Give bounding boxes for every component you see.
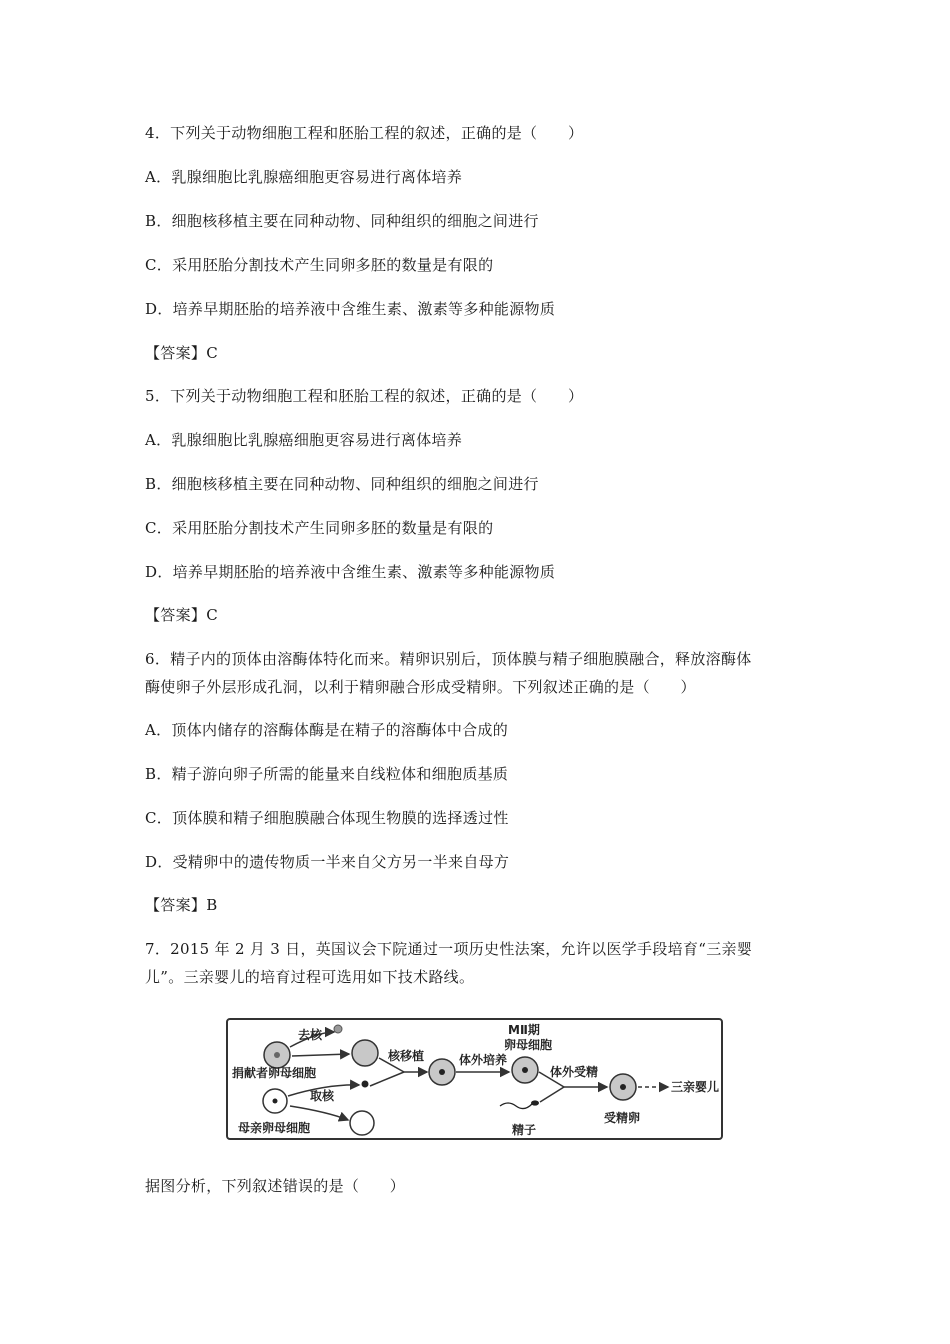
q5-option-d: D．培养早期胚胎的培养液中含维生素、激素等多种能源物质 <box>145 563 556 581</box>
label-oocyte: 卵母细胞 <box>504 1038 553 1052</box>
three-parent-baby-diagram <box>226 1018 723 1140</box>
q5-option-c: C．采用胚胎分割技术产生同卵多胚的数量是有限的 <box>145 519 494 537</box>
q4-option-a: A．乳腺细胞比乳腺癌细胞更容易进行离体培养 <box>145 168 463 186</box>
sperm-shape <box>500 1103 532 1109</box>
label-take-nucleus: 取核 <box>310 1089 335 1103</box>
q6-answer: 【答案】B <box>145 896 218 914</box>
q4-option-b: B．细胞核移植主要在同种动物、同种组织的细胞之间进行 <box>145 212 539 230</box>
label-nuclear-transfer: 核移植 <box>388 1049 425 1063</box>
label-remove-nucleus: 去核 <box>298 1028 323 1042</box>
enucleated-oocyte <box>352 1040 378 1066</box>
label-mother-oocyte: 母亲卵母细胞 <box>238 1121 311 1135</box>
q5-option-a: A．乳腺细胞比乳腺癌细胞更容易进行离体培养 <box>145 431 463 449</box>
q6-option-a: A．顶体内储存的溶酶体酶是在精子的溶酶体中合成的 <box>145 721 509 739</box>
q4-stem: 4．下列关于动物细胞工程和胚胎工程的叙述，正确的是（ ） <box>145 124 584 142</box>
label-three-parent-baby: 三亲婴儿 <box>671 1080 720 1094</box>
q7-stem-line2: 儿”。三亲婴儿的培育过程可选用如下技术路线。 <box>145 968 475 986</box>
q4-answer: 【答案】C <box>145 344 218 362</box>
q5-option-b: B．细胞核移植主要在同种动物、同种组织的细胞之间进行 <box>145 475 539 493</box>
taken-nucleus <box>362 1081 369 1088</box>
label-zygote: 受精卵 <box>604 1111 641 1125</box>
mother-cell-remainder <box>350 1111 374 1135</box>
q5-stem: 5．下列关于动物细胞工程和胚胎工程的叙述，正确的是（ ） <box>145 387 584 405</box>
removed-nucleus <box>334 1025 342 1033</box>
mother-nucleus <box>273 1099 278 1104</box>
label-mii-stage: MⅡ期 <box>508 1023 540 1037</box>
q7-stem-line1: 7．2015 年 2 月 3 日，英国议会下院通过一项历史性法案，允许以医学手段培育“三亲婴 <box>145 940 753 958</box>
label-in-vitro-fertilization: 体外受精 <box>550 1065 599 1079</box>
q4-option-d: D．培养早期胚胎的培养液中含维生素、激素等多种能源物质 <box>145 300 556 318</box>
q5-answer: 【答案】C <box>145 606 218 624</box>
label-donor-oocyte: 捐献者卵母细胞 <box>232 1066 317 1080</box>
q6-option-c: C．顶体膜和精子细胞膜融合体现生物膜的选择透过性 <box>145 809 509 827</box>
q6-option-d: D．受精卵中的遗传物质一半来自父方另一半来自母方 <box>145 853 510 871</box>
label-sperm: 精子 <box>512 1123 537 1137</box>
label-in-vitro-culture: 体外培养 <box>459 1053 508 1067</box>
q7-after-figure: 据图分析，下列叙述错误的是（ ） <box>145 1177 406 1195</box>
q6-stem-line2: 酶使卵子外层形成孔洞，以利于精卵融合形成受精卵。下列叙述正确的是（ ） <box>145 678 696 696</box>
q6-option-b: B．精子游向卵子所需的能量来自线粒体和细胞质基质 <box>145 765 509 783</box>
q6-stem-line1: 6．精子内的顶体由溶酶体特化而来。精卵识别后，顶体膜与精子细胞膜融合，释放溶酶体 <box>145 650 752 668</box>
q4-option-c: C．采用胚胎分割技术产生同卵多胚的数量是有限的 <box>145 256 494 274</box>
donor-nucleus <box>274 1052 280 1058</box>
